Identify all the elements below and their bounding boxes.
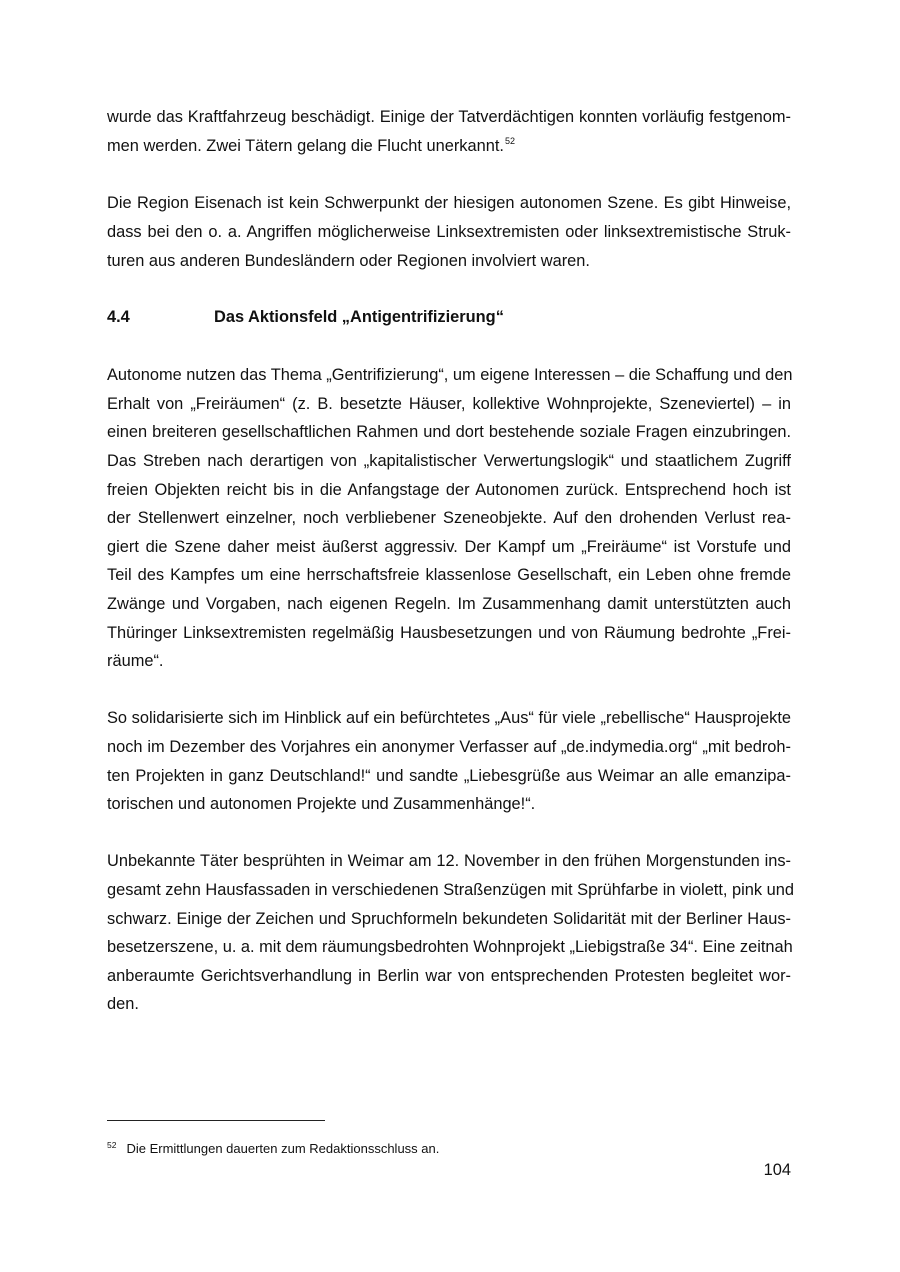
- text-line: noch im Dezember des Vorjahres ein anonymer Verfasser auf „de.indymedia.org“ „mit bedroh-: [107, 738, 791, 756]
- text-line: Das Streben nach derartigen von „kapitalistischer Verwertungslogik“ und staatlichem Zugriff: [107, 452, 791, 470]
- text-line: giert die Szene daher meist äußerst aggressiv. Der Kampf um „Freiräume“ ist Vorstufe und: [107, 538, 791, 556]
- text-line: räume“.: [107, 652, 164, 670]
- page-number: 104: [763, 1161, 791, 1179]
- text-line: Thüringer Linksextremisten regelmäßig Hausbesetzungen und von Räumung bedrohte „Frei-: [107, 624, 791, 642]
- footnote: [107, 1136, 439, 1158]
- text-line: schwarz. Einige der Zeichen und Spruchformeln bekundeten Solidarität mit der Berliner Haus-: [107, 910, 791, 928]
- text-line: freien Objekten reicht bis in die Anfangstage der Autonomen zurück. Entsprechend hoch ist: [107, 481, 791, 499]
- text-line: besetzerszene, u. a. mit dem räumungsbedrohten Wohnprojekt „Liebigstraße 34“. Eine zeitnah: [107, 938, 793, 956]
- text-line: dass bei den o. a. Angriffen möglicherweise Linksextremisten oder linksextremistische Struk-: [107, 223, 791, 241]
- text-line: Die Region Eisenach ist kein Schwerpunkt der hiesigen autonomen Szene. Es gibt Hinweise,: [107, 194, 791, 212]
- text-line-content: men werden. Zwei Tätern gelang die Flucht unerkannt.: [107, 137, 504, 155]
- text-line: [107, 136, 791, 156]
- text-line: Unbekannte Täter besprühten in Weimar am 12. November in den frühen Morgenstunden ins-: [107, 852, 791, 870]
- text-line: einen breiteren gesellschaftlichen Rahmen und dort bestehende soziale Fragen einzubringen.: [107, 423, 791, 441]
- text-line: Erhalt von „Freiräumen“ (z. B. besetzte Häuser, kollektive Wohnprojekte, Szeneviertel) – in: [107, 395, 791, 413]
- text-line: der Stellenwert einzelner, noch verbliebener Szeneobjekte. Auf den drohenden Verlust rea-: [107, 509, 791, 527]
- text-line: gesamt zehn Hausfassaden in verschiedenen Straßenzügen mit Sprühfarbe in violett, pink und: [107, 881, 794, 899]
- footnote-text: Die Ermittlungen dauerten zum Redaktionsschluss an.: [126, 1141, 440, 1156]
- text-line: So solidarisierte sich im Hinblick auf ein befürchtetes „Aus“ für viele „rebellische“ Hausprojekte: [107, 709, 791, 727]
- section-title: Das Aktionsfeld „Antigentrifizierung“: [214, 308, 504, 326]
- footnote-separator: [107, 1120, 325, 1121]
- text-line: Zwänge und Vorgaben, nach eigenen Regeln. Im Zusammenhang damit unterstützten auch: [107, 595, 791, 613]
- text-line: den.: [107, 995, 139, 1013]
- footnote-number: 52: [107, 1140, 117, 1150]
- text-line: turen aus anderen Bundesländern oder Regionen involviert waren.: [107, 252, 590, 270]
- text-line: wurde das Kraftfahrzeug beschädigt. Einige der Tatverdächtigen konnten vorläufig festgenom-: [107, 108, 791, 126]
- text-line: anberaumte Gerichtsverhandlung in Berlin war von entsprechenden Protesten begleitet wor-: [107, 967, 791, 985]
- section-number: 4.4: [107, 308, 130, 326]
- footnote-reference[interactable]: 52: [504, 136, 515, 146]
- text-line: Autonome nutzen das Thema „Gentrifizierung“, um eigene Interessen – die Schaffung und den: [107, 366, 793, 384]
- text-line: torischen und autonomen Projekte und Zusammenhänge!“.: [107, 795, 536, 813]
- text-line: ten Projekten in ganz Deutschland!“ und sandte „Liebesgrüße aus Weimar an alle emanzipa-: [107, 767, 791, 785]
- text-line: Teil des Kampfes um eine herrschaftsfreie klassenlose Gesellschaft, ein Leben ohne fremde: [107, 566, 791, 584]
